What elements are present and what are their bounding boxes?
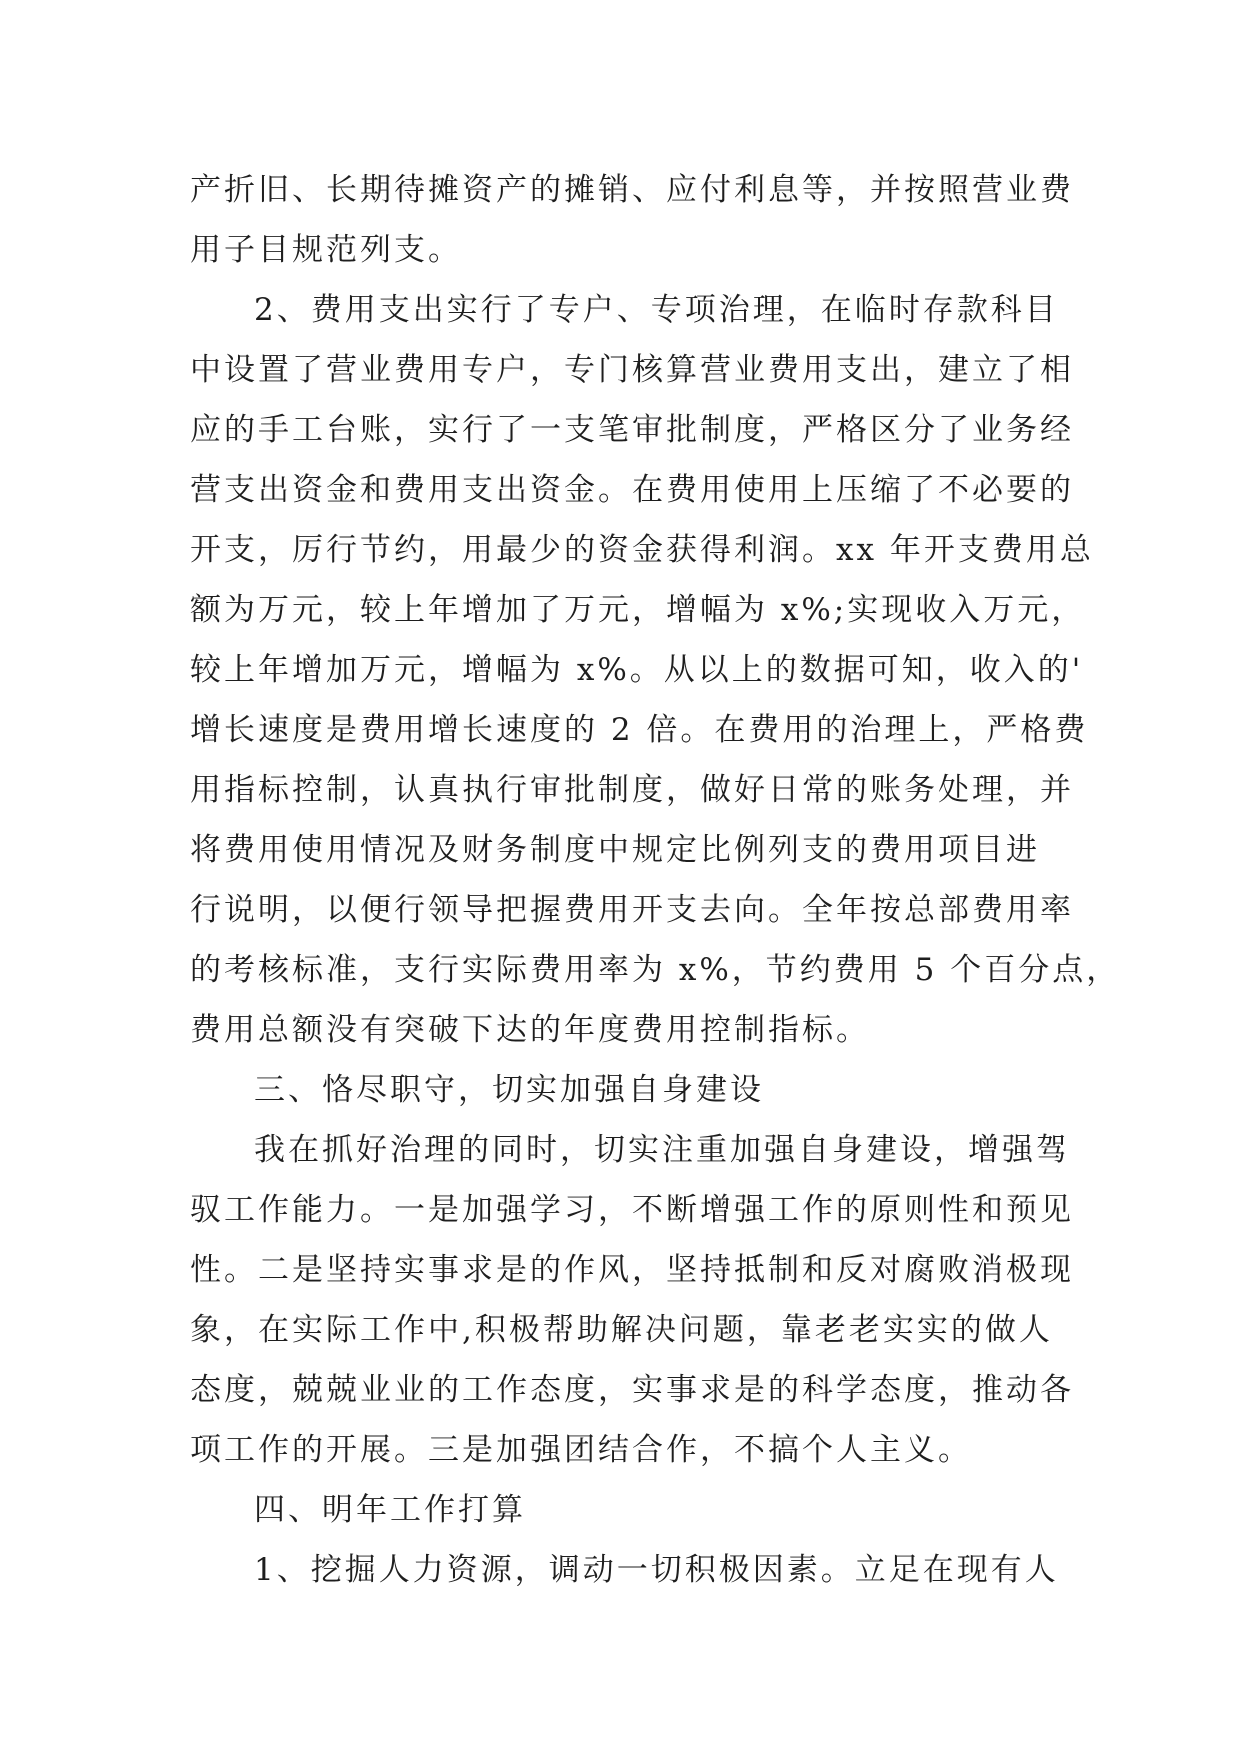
text-line: 将费用使用情况及财务制度中规定比例列支的费用项目进 <box>190 832 1040 868</box>
text-line: 中设置了营业费用专户，专门核算营业费用支出，建立了相 <box>190 352 1074 388</box>
text-line: 的考核标准，支行实际费用率为 x%，节约费用 5 个百分点， <box>190 952 1121 988</box>
text-line: 产折旧、长期待摊资产的摊销、应付利息等，并按照营业费 <box>190 172 1074 208</box>
text-line: 我在抓好治理的同时，切实注重加强自身建设，增强驾 <box>254 1132 1070 1168</box>
text-line: 性。二是坚持实事求是的作风，坚持抵制和反对腐败消极现 <box>190 1252 1074 1288</box>
text-line: 驭工作能力。一是加强学习，不断增强工作的原则性和预见 <box>190 1192 1074 1228</box>
text-line: 增长速度是费用增长速度的 2 倍。在费用的治理上，严格费 <box>190 712 1089 748</box>
text-line: 三、恪尽职守，切实加强自身建设 <box>254 1072 764 1108</box>
text-line: 用指标控制，认真执行审批制度，做好日常的账务处理，并 <box>190 772 1074 808</box>
document-body <box>190 160 1121 1600</box>
text-line: 开支，厉行节约，用最少的资金获得利润。xx 年开支费用总 <box>190 532 1094 568</box>
text-line: 用子目规范列支。 <box>190 232 462 268</box>
text-line: 项工作的开展。三是加强团结合作，不搞个人主义。 <box>190 1432 972 1468</box>
text-line: 2、费用支出实行了专户、专项治理，在临时存款科目 <box>254 292 1059 328</box>
text-line: 象，在实际工作中,积极帮助解决问题，靠老老实实的做人 <box>190 1312 1053 1348</box>
text-line: 态度，兢兢业业的工作态度，实事求是的科学态度，推动各 <box>190 1372 1074 1408</box>
text-line: 营支出资金和费用支出资金。在费用使用上压缩了不必要的 <box>190 472 1074 508</box>
text-line: 四、明年工作打算 <box>254 1492 526 1528</box>
text-line: 较上年增加万元，增幅为 x%。从以上的数据可知，收入的' <box>190 652 1084 688</box>
text-line: 行说明，以便行领导把握费用开支去向。全年按总部费用率 <box>190 892 1074 928</box>
text-line: 1、挖掘人力资源，调动一切积极因素。立足在现有人 <box>254 1552 1059 1588</box>
text-line: 费用总额没有突破下达的年度费用控制指标。 <box>190 1012 870 1048</box>
text-line: 应的手工台账，实行了一支笔审批制度，严格区分了业务经 <box>190 412 1074 448</box>
text-line: 额为万元，较上年增加了万元，增幅为 x%;实现收入万元， <box>190 592 1086 628</box>
